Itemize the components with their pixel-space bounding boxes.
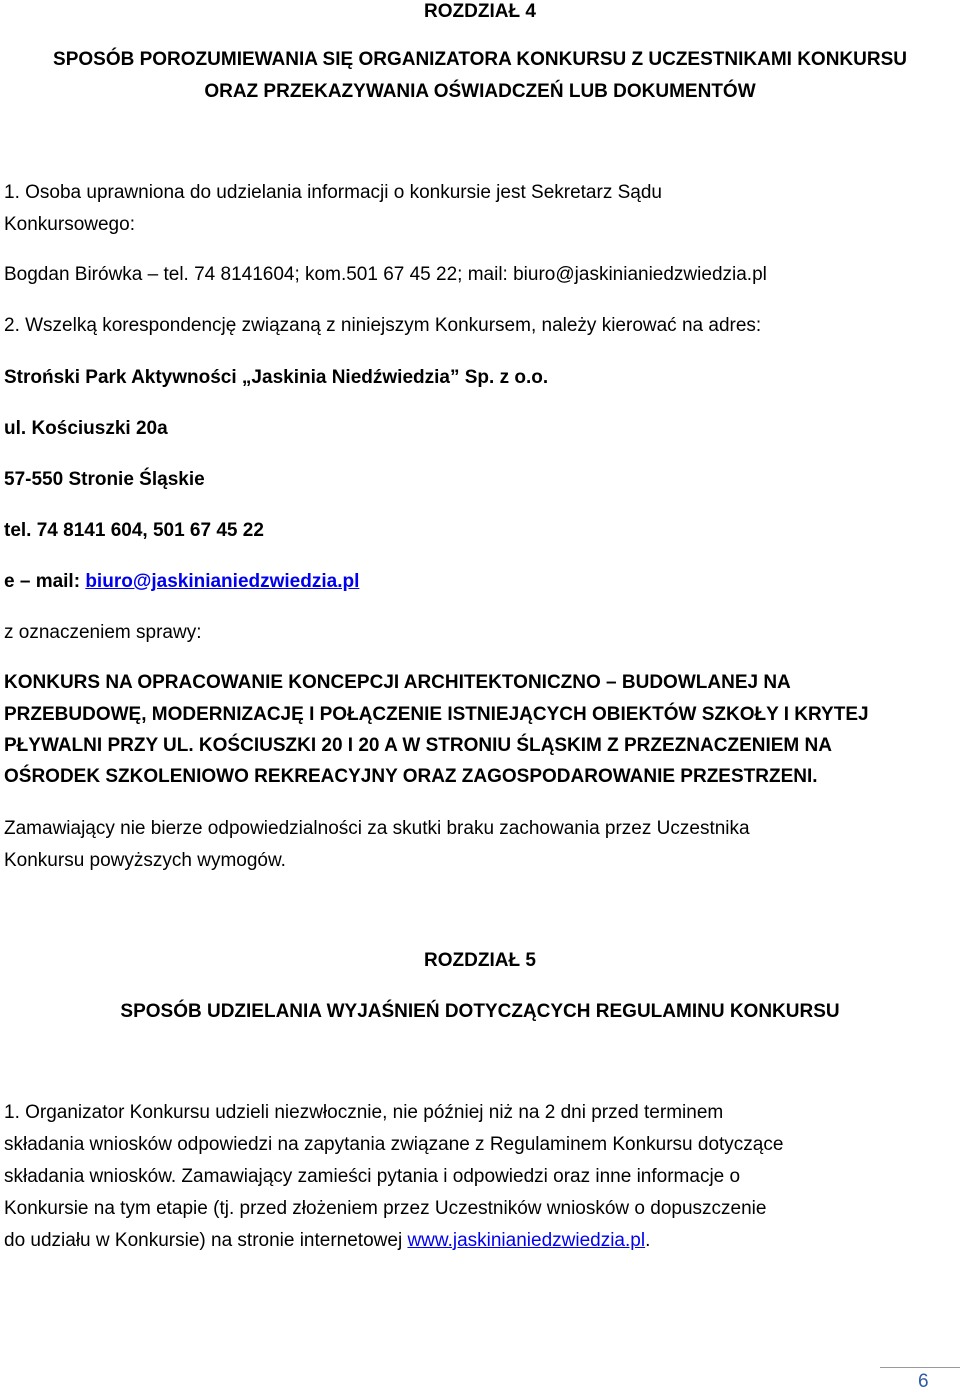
p1-line2: Konkursowego: bbox=[4, 214, 135, 235]
case-line3: PŁYWALNI PRZY UL. KOŚCIUSZKI 20 I 20 A W STRONIU ŚLĄSKIM Z PRZEZNACZENIEM NA bbox=[4, 735, 832, 756]
p1-line1: 1. Osoba uprawniona do udzielania informacji o konkursie jest Sekretarz Sądu bbox=[4, 182, 662, 203]
c5-p1-line5-suffix: . bbox=[645, 1230, 651, 1251]
website-link[interactable]: www.jaskinianiedzwiedzia.pl bbox=[407, 1230, 646, 1251]
chapter4-title-line1: SPOSÓB POROZUMIEWANIA SIĘ ORGANIZATORA KONKURSU Z UCZESTNIKAMI KONKURSU bbox=[53, 49, 907, 70]
c5-p1-line1: 1. Organizator Konkursu udzieli niezwłocznie, nie później niż na 2 dni przed terminem bbox=[4, 1102, 724, 1123]
email-row bbox=[4, 570, 359, 594]
email-label: e – mail: bbox=[4, 571, 86, 592]
case-line1: KONKURS NA OPRACOWANIE KONCEPCJI ARCHITEKTONICZNO – BUDOWLANEJ NA bbox=[4, 672, 791, 693]
page-number: 6 bbox=[918, 1371, 929, 1392]
chapter4-heading: ROZDZIAŁ 4 bbox=[424, 1, 536, 22]
c5-p1-line5-prefix: do udziału w Konkursie) na stronie internetowej bbox=[4, 1230, 408, 1251]
address-name: Stroński Park Aktywności „Jaskinia Niedźwiedzia” Sp. z o.o. bbox=[4, 367, 549, 388]
footer-rule bbox=[880, 1367, 960, 1368]
address-phone: tel. 74 8141 604, 501 67 45 22 bbox=[4, 520, 264, 541]
address-street: ul. Kościuszki 20a bbox=[4, 418, 168, 439]
note-line2: Konkursu powyższych wymogów. bbox=[4, 850, 286, 871]
c5-p1-line2: składania wniosków odpowiedzi na zapytania związane z Regulaminem Konkursu dotyczące bbox=[4, 1134, 784, 1155]
c5-p1-line5 bbox=[4, 1229, 650, 1253]
case-line2: PRZEBUDOWĘ, MODERNIZACJĘ I POŁĄCZENIE ISTNIEJĄCYCH OBIEKTÓW SZKOŁY I KRYTEJ bbox=[4, 704, 869, 725]
p1-line3: Bogdan Birówka – tel. 74 8141604; kom.501 67 45 22; mail: biuro@jaskinianiedzwiedzia.pl bbox=[4, 264, 767, 285]
chapter5-heading: ROZDZIAŁ 5 bbox=[424, 950, 536, 971]
address-city: 57-550 Stronie Śląskie bbox=[4, 469, 205, 490]
p2-line1: 2. Wszelką korespondencję związaną z niniejszym Konkursem, należy kierować na adres: bbox=[4, 315, 762, 336]
email-link[interactable]: biuro@jaskinianiedzwiedzia.pl bbox=[85, 571, 360, 592]
case-line4: OŚRODEK SZKOLENIOWO REKREACYJNY ORAZ ZAGOSPODAROWANIE PRZESTRZENI. bbox=[4, 766, 818, 787]
case-label: z oznaczeniem sprawy: bbox=[4, 622, 202, 643]
c5-p1-line4: Konkursie na tym etapie (tj. przed złożeniem przez Uczestników wniosków o dopuszczenie bbox=[4, 1198, 767, 1219]
chapter5-title: SPOSÓB UDZIELANIA WYJAŚNIEŃ DOTYCZĄCYCH REGULAMINU KONKURSU bbox=[120, 1001, 840, 1022]
c5-p1-line3: składania wniosków. Zamawiający zamieści pytania i odpowiedzi oraz inne informacje o bbox=[4, 1166, 741, 1187]
note-line1: Zamawiający nie bierze odpowiedzialności za skutki braku zachowania przez Uczestnika bbox=[4, 818, 750, 839]
chapter4-title-line2: ORAZ PRZEKAZYWANIA OŚWIADCZEŃ LUB DOKUMENTÓW bbox=[204, 81, 756, 102]
